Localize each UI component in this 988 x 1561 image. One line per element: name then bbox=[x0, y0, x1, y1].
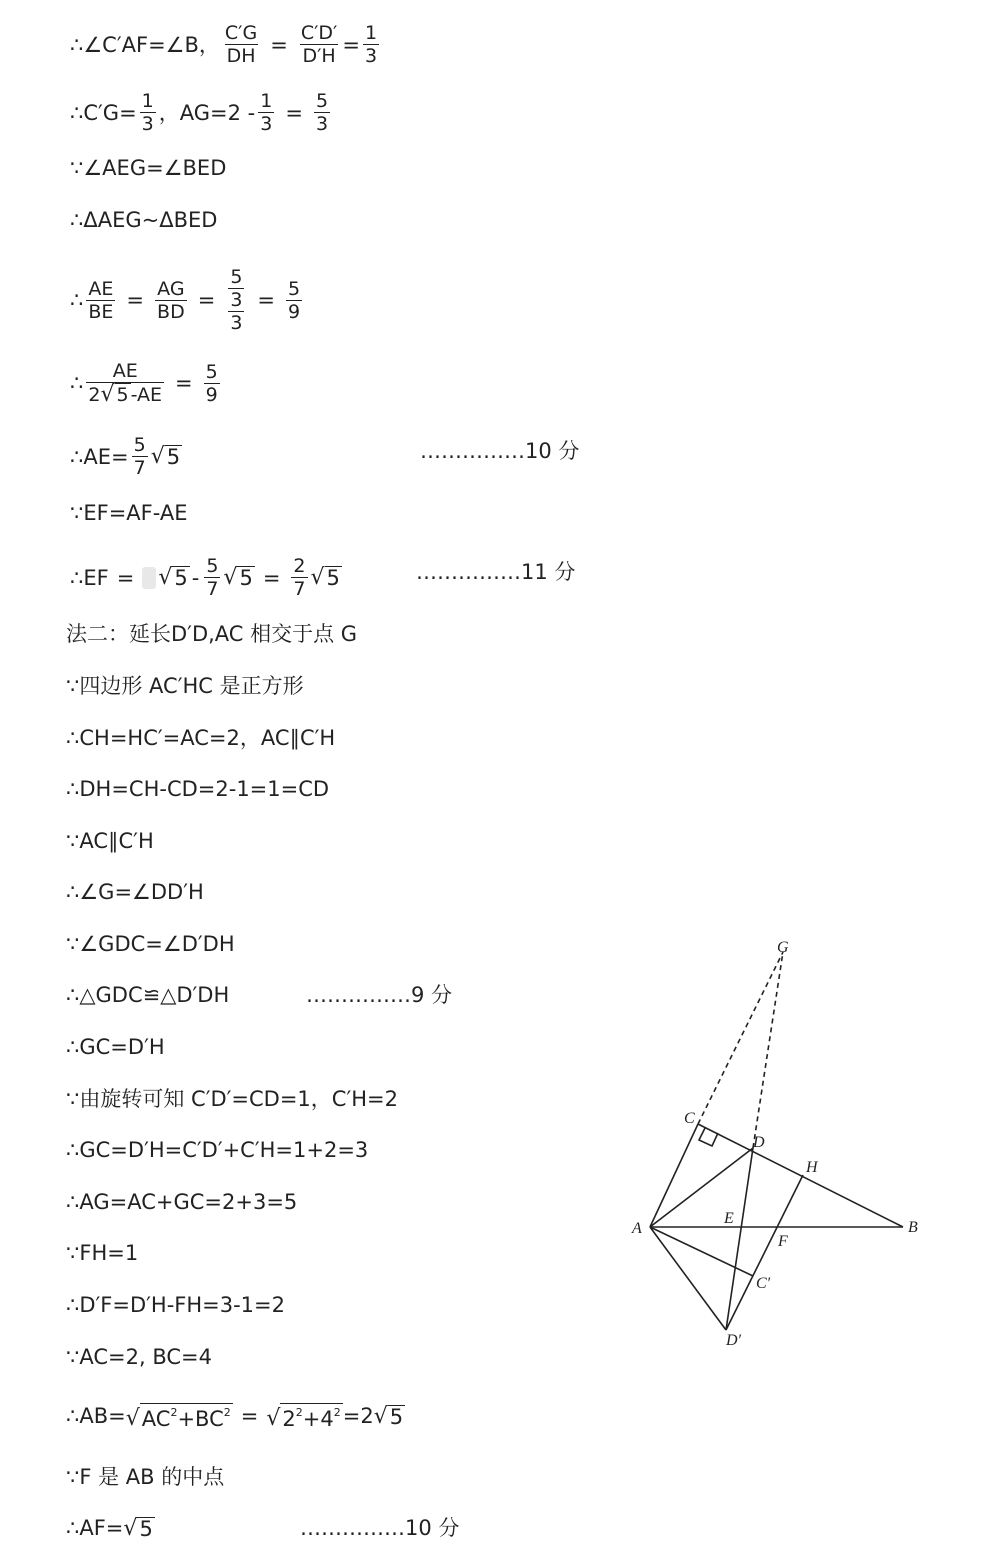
denominator: 3 bbox=[141, 113, 154, 135]
numerator: 1 bbox=[141, 90, 154, 112]
denominator: 7 bbox=[293, 578, 306, 600]
inner-fraction bbox=[228, 266, 244, 311]
fraction bbox=[204, 555, 220, 600]
line-8: ∵EF=AF-AE bbox=[70, 501, 188, 525]
equals: = bbox=[175, 371, 193, 395]
radicand: 5 bbox=[389, 1404, 404, 1429]
denominator: 3 bbox=[364, 45, 378, 67]
sqrt bbox=[126, 1403, 233, 1430]
exponent: 2 bbox=[170, 1405, 178, 1419]
compound-fraction bbox=[226, 266, 246, 334]
label-b: B bbox=[908, 1219, 918, 1236]
segment-ad bbox=[650, 1148, 753, 1227]
exponent: 2 bbox=[333, 1405, 341, 1419]
line-2 bbox=[70, 90, 333, 135]
term: +4 bbox=[302, 1406, 334, 1431]
denominator: 3 bbox=[230, 289, 243, 311]
fraction bbox=[299, 22, 340, 67]
sqrt bbox=[266, 1403, 342, 1430]
numerator: 5 bbox=[315, 90, 329, 112]
numerator: C′D′ bbox=[300, 22, 338, 44]
line-13: ∴DH=CH-CD=2-1=1=CD bbox=[66, 777, 330, 801]
sqrt bbox=[311, 566, 342, 589]
denominator bbox=[86, 382, 164, 406]
radicand bbox=[280, 1403, 342, 1430]
line-7 bbox=[70, 434, 182, 479]
fraction bbox=[363, 22, 379, 67]
denominator: D′H bbox=[302, 45, 336, 67]
denominator: DH bbox=[226, 45, 256, 67]
score-note: ……………9 分 bbox=[306, 983, 453, 1007]
label-c: C bbox=[684, 1110, 695, 1127]
text: -AE bbox=[130, 384, 163, 406]
radicand: 5 bbox=[166, 445, 181, 469]
radicand bbox=[140, 1403, 233, 1430]
sqrt bbox=[100, 383, 130, 406]
text: ∴∠C′AF=∠B， bbox=[70, 32, 220, 57]
numerator: AG bbox=[157, 277, 185, 300]
numerator: 2 bbox=[293, 555, 306, 577]
right-angle-mark bbox=[699, 1128, 718, 1146]
exponent: 2 bbox=[295, 1405, 303, 1419]
radical-sign: √ bbox=[223, 565, 238, 590]
coefficient: 2 bbox=[88, 384, 101, 406]
sqrt bbox=[223, 566, 254, 589]
numerator: 5 bbox=[288, 277, 301, 300]
line-14: ∵AC∥C′H bbox=[66, 829, 154, 853]
radical-sign: √ bbox=[100, 382, 115, 407]
equals: = bbox=[197, 288, 216, 312]
line-9 bbox=[70, 555, 342, 600]
denominator: 9 bbox=[205, 383, 218, 406]
equals: = bbox=[116, 565, 135, 590]
label-g: G bbox=[777, 939, 789, 956]
sqrt bbox=[374, 1405, 405, 1428]
line-21: ∴AG=AC+GC=2+3=5 bbox=[66, 1190, 298, 1214]
equals: = bbox=[342, 32, 360, 57]
numerator: AE bbox=[88, 277, 114, 300]
radical-sign: √ bbox=[125, 1405, 140, 1431]
label-h: H bbox=[806, 1159, 818, 1176]
numerator: 5 bbox=[205, 360, 218, 383]
equals: = bbox=[126, 288, 145, 312]
line-5 bbox=[70, 262, 305, 338]
segment-ac bbox=[650, 1124, 698, 1227]
equals: = bbox=[270, 32, 288, 57]
denominator: 3 bbox=[230, 312, 243, 334]
label-d-prime: D′ bbox=[726, 1332, 742, 1349]
line-23: ∴D′F=D′H-FH=3-1=2 bbox=[66, 1293, 286, 1317]
sqrt bbox=[151, 445, 182, 468]
line-12: ∴CH=HC′=AC=2，AC∥C′H bbox=[66, 726, 336, 750]
radicand: 5 bbox=[239, 566, 253, 590]
numerator: 1 bbox=[364, 22, 378, 44]
equals: = bbox=[257, 288, 276, 312]
line-26: ∵F 是 AB 的中点 bbox=[66, 1465, 225, 1489]
sqrt bbox=[123, 1517, 154, 1540]
radical-sign: √ bbox=[158, 565, 173, 590]
numerator: AE bbox=[112, 360, 138, 382]
radical-sign: √ bbox=[373, 1403, 388, 1429]
denominator: 3 bbox=[260, 113, 273, 135]
line-22: ∵FH=1 bbox=[66, 1241, 139, 1265]
line-16: ∵∠GDC=∠D′DH bbox=[66, 932, 235, 956]
fraction bbox=[223, 22, 259, 67]
line-17: ∴△GDC≌△D′DH bbox=[66, 983, 230, 1007]
radicand: 5 bbox=[174, 566, 188, 590]
line-3: ∵∠AEG=∠BED bbox=[70, 156, 227, 180]
label-e: E bbox=[724, 1210, 734, 1227]
line-10: 法二：延长D′D,AC 相交于点 G bbox=[66, 622, 358, 646]
label-a: A bbox=[632, 1220, 642, 1237]
line-4: ∴ΔAEG~ΔBED bbox=[70, 208, 218, 232]
text: ∴EF bbox=[70, 565, 109, 590]
denominator: 7 bbox=[133, 457, 146, 479]
fraction bbox=[204, 361, 220, 406]
text: ∴ bbox=[70, 371, 84, 395]
label-c-prime: C′ bbox=[756, 1275, 771, 1292]
dashed-line-dg bbox=[753, 952, 783, 1148]
term: +BC bbox=[177, 1406, 224, 1431]
line-6 bbox=[70, 360, 223, 406]
fraction bbox=[286, 278, 302, 323]
geometry-figure bbox=[620, 930, 940, 1360]
numerator: C′G bbox=[224, 22, 258, 44]
segment-ad2 bbox=[650, 1227, 726, 1330]
line-18: ∴GC=D′H bbox=[66, 1035, 165, 1059]
radical-sign: √ bbox=[123, 1515, 138, 1541]
score-note: ……………10 分 bbox=[300, 1516, 460, 1540]
equals: = bbox=[262, 565, 281, 590]
line-1 bbox=[70, 22, 382, 67]
denominator: 9 bbox=[288, 300, 301, 323]
blurred-region bbox=[142, 567, 156, 589]
numerator bbox=[226, 266, 246, 311]
line-25 bbox=[66, 1402, 405, 1430]
text: ∴AB= bbox=[66, 1404, 126, 1428]
fraction bbox=[86, 360, 164, 406]
denominator: BD bbox=[157, 300, 185, 323]
radicand: 5 bbox=[116, 384, 129, 406]
numerator: 5 bbox=[230, 266, 243, 288]
text: =2 bbox=[342, 1404, 374, 1428]
radical-sign: √ bbox=[150, 444, 165, 469]
term: AC bbox=[141, 1406, 171, 1431]
denominator: 3 bbox=[315, 113, 329, 135]
fraction bbox=[314, 90, 330, 135]
text: ∴ bbox=[70, 288, 84, 312]
line-27 bbox=[66, 1514, 155, 1542]
fraction bbox=[132, 434, 148, 479]
fraction bbox=[86, 278, 115, 323]
numerator: 1 bbox=[260, 90, 273, 112]
numerator: 5 bbox=[206, 555, 219, 577]
text: ∴AF= bbox=[66, 1516, 124, 1540]
denominator: BE bbox=[88, 300, 114, 323]
line-11: ∵四边形 AC′HC 是正方形 bbox=[66, 674, 304, 698]
text: ∴AE= bbox=[70, 444, 129, 469]
radical-sign: √ bbox=[266, 1405, 281, 1431]
equals: = bbox=[285, 100, 303, 125]
term: 2 bbox=[282, 1406, 296, 1431]
score-note: ……………11 分 bbox=[416, 560, 576, 584]
equals: = bbox=[240, 1404, 259, 1428]
fraction bbox=[291, 555, 307, 600]
exponent: 2 bbox=[223, 1405, 231, 1419]
line-15: ∴∠G=∠DD′H bbox=[66, 880, 204, 904]
sqrt bbox=[158, 566, 189, 589]
label-d: D bbox=[753, 1134, 765, 1151]
radical-sign: √ bbox=[310, 565, 325, 590]
radicand: 5 bbox=[139, 1516, 153, 1541]
text: ，AG=2 - bbox=[158, 100, 256, 125]
numerator: 5 bbox=[133, 434, 146, 456]
denominator: 7 bbox=[206, 578, 219, 600]
line-24: ∵AC=2, BC=4 bbox=[66, 1345, 212, 1369]
fraction bbox=[140, 90, 156, 135]
radicand: 5 bbox=[326, 566, 340, 590]
line-19: ∵由旋转可知 C′D′=CD=1，C′H=2 bbox=[66, 1087, 398, 1111]
fraction bbox=[155, 278, 187, 323]
line-20: ∴GC=D′H=C′D′+C′H=1+2=3 bbox=[66, 1138, 369, 1162]
fraction bbox=[258, 90, 274, 135]
text: ∴C′G= bbox=[70, 100, 137, 125]
score-note: ……………10 分 bbox=[420, 439, 580, 463]
label-f: F bbox=[778, 1233, 788, 1250]
minus: - bbox=[191, 565, 200, 590]
